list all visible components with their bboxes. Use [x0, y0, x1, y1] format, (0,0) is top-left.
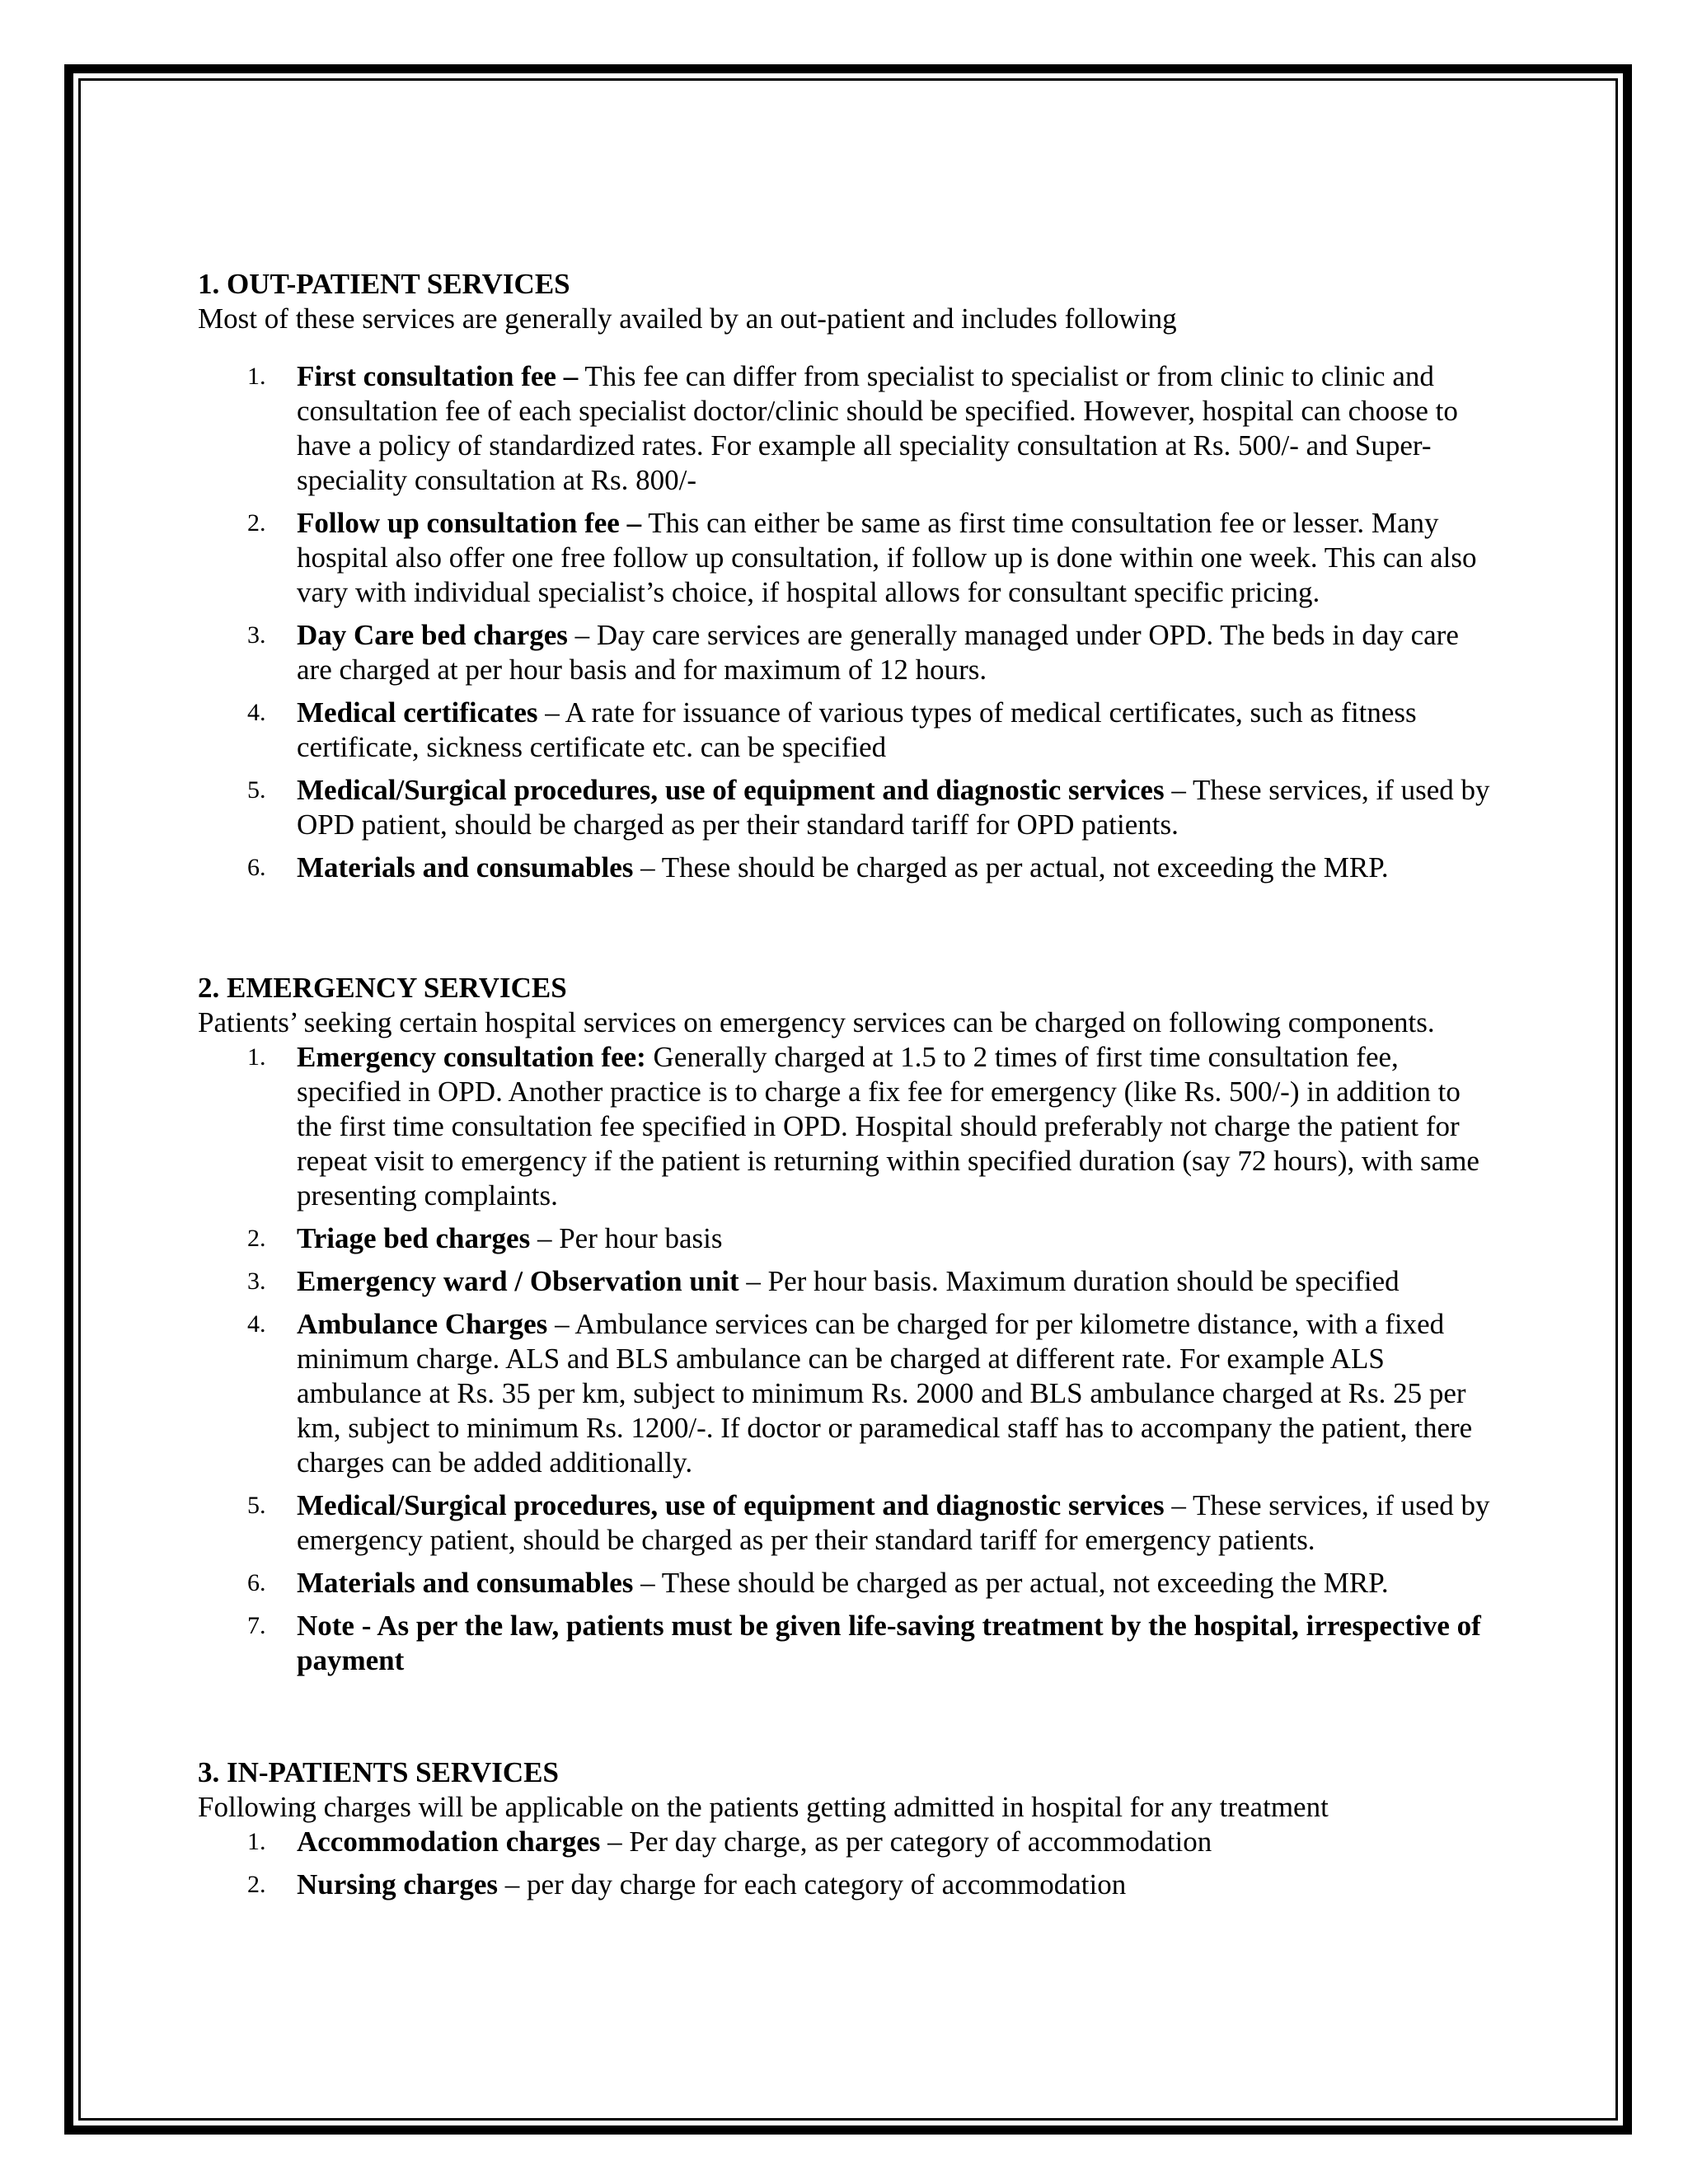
- list-item: [198, 1221, 1500, 1256]
- item-term: Accommodation charges: [297, 1825, 601, 1858]
- item-number: 1.: [247, 1828, 266, 1855]
- section-intro: Most of these services are generally availed by an out-patient and includes following: [198, 302, 1177, 335]
- item-term: Medical certificates: [297, 696, 538, 729]
- item-term: Medical/Surgical procedures, use of equipment and diagnostic services: [297, 1489, 1165, 1521]
- section-intro: Patients’ seeking certain hospital services on emergency services can be charged on following components.: [198, 1006, 1435, 1038]
- list-item: [198, 1566, 1500, 1601]
- item-text: – These should be charged as per actual, not exceeding the MRP.: [633, 1567, 1389, 1599]
- list-item: [198, 1307, 1500, 1480]
- list-item: [198, 1609, 1500, 1678]
- list-item: [198, 506, 1500, 610]
- list-item: [198, 618, 1500, 687]
- item-term: Ambulance Charges: [297, 1308, 548, 1340]
- emergency-list: [198, 1040, 1500, 1678]
- item-text: This fee can differ from specialist to specialist or from clinic to clinic and consultation fee of each specialist doctor/clinic should be specified. However, hospital can choose to have a policy of standardized rates. For example all speciality consultation at Rs. 500/- and Super-speciality consultation at Rs. 800/-: [297, 360, 1458, 496]
- list-item: [198, 1868, 1500, 1902]
- item-text: – These services, if used by OPD patient, should be charged as per their standard tariff for OPD patients.: [297, 774, 1490, 841]
- section-heading: 1. OUT-PATIENT SERVICES: [198, 268, 570, 300]
- item-text: This can either be same as first time consultation fee or lesser. Many hospital also offer one free follow up consultation, if follow up is done within one week. This can also vary with individual specialist’s choice, if hospital allows for consultant specific pricing.: [297, 507, 1477, 608]
- item-number: 4.: [247, 1310, 266, 1338]
- item-text: – A rate for issuance of various types of medical certificates, such as fitness certificate, sickness certificate etc. can be specified: [297, 696, 1417, 763]
- item-term: Triage bed charges: [297, 1222, 531, 1254]
- item-number: 4.: [247, 699, 266, 726]
- item-term: Emergency ward / Observation unit: [297, 1265, 739, 1297]
- item-number: 3.: [247, 621, 266, 649]
- out-patient-list: [198, 359, 1500, 885]
- item-number: 6.: [247, 854, 266, 881]
- item-text: – per day charge for each category of accommodation: [498, 1868, 1127, 1900]
- item-text: – Day care services are generally managed under OPD. The beds in day care are charged at per hour basis and for maximum of 12 hours.: [297, 619, 1459, 686]
- item-text: – These services, if used by emergency patient, should be charged as per their standard tariff for emergency patients.: [297, 1489, 1490, 1556]
- list-item: [198, 1040, 1500, 1213]
- item-number: 1.: [247, 363, 266, 390]
- item-term: Follow up consultation fee –: [297, 507, 642, 539]
- item-number: 5.: [247, 1492, 266, 1519]
- item-number: 2.: [247, 509, 266, 537]
- list-item: [198, 1264, 1500, 1299]
- item-term: Materials and consumables: [297, 1567, 634, 1599]
- section-emergency: [198, 971, 1500, 1678]
- section-heading: 2. EMERGENCY SERVICES: [198, 972, 567, 1004]
- item-term: First consultation fee –: [297, 360, 579, 392]
- legal-note: Note - As per the law, patients must be given life-saving treatment by the hospital, irrespective of payment: [297, 1610, 1481, 1676]
- item-number: 3.: [247, 1268, 266, 1295]
- item-number: 1.: [247, 1043, 266, 1071]
- list-item: [198, 851, 1500, 885]
- section-intro: Following charges will be applicable on the patients getting admitted in hospital for any treatment: [198, 1791, 1329, 1823]
- item-number: 6.: [247, 1569, 266, 1596]
- section-heading: 3. IN-PATIENTS SERVICES: [198, 1756, 559, 1788]
- item-text: – Per day charge, as per category of accommodation: [600, 1825, 1212, 1858]
- item-text: – Ambulance services can be charged for per kilometre distance, with a fixed minimum charge. ALS and BLS ambulance can be charged at different rate. For example ALS ambulance at Rs. 35 per km, subject to minimum Rs. 2000 and BLS ambulance charged at Rs. 25 per km, subject to minimum Rs. 1200/-. If doctor or paramedical staff has to accompany the patient, there charges can be added additionally.: [297, 1308, 1473, 1479]
- item-text: Generally charged at 1.5 to 2 times of first time consultation fee, specified in OPD. Another practice is to charge a fix fee for emergency (like Rs. 500/-) in addition to the first time consultation fee specified in OPD. Hospital should preferably not charge the patient for repeat visit to emergency if the patient is returning within specified duration (say 72 hours), with same presenting complaints.: [297, 1041, 1479, 1212]
- item-term: Day Care bed charges: [297, 619, 568, 651]
- in-patient-list: [198, 1825, 1500, 1902]
- list-item: [198, 773, 1500, 842]
- list-item: [198, 1488, 1500, 1558]
- list-item: [198, 696, 1500, 765]
- item-text: – These should be charged as per actual, not exceeding the MRP.: [633, 851, 1389, 883]
- section-in-patient: [198, 1755, 1500, 1902]
- item-number: 2.: [247, 1225, 266, 1252]
- item-text: – Per hour basis. Maximum duration should be specified: [738, 1265, 1400, 1297]
- list-item: [198, 359, 1500, 498]
- item-number: 2.: [247, 1871, 266, 1898]
- list-item: [198, 1825, 1500, 1859]
- item-number: 5.: [247, 776, 266, 804]
- item-term: Materials and consumables: [297, 851, 634, 883]
- item-term: Emergency consultation fee:: [297, 1041, 646, 1073]
- item-term: Medical/Surgical procedures, use of equipment and diagnostic services: [297, 774, 1165, 806]
- item-text: – Per hour basis: [530, 1222, 723, 1254]
- document-body: [198, 267, 1500, 1910]
- item-number: 7.: [247, 1612, 266, 1639]
- section-out-patient: [198, 267, 1500, 885]
- item-term: Nursing charges: [297, 1868, 499, 1900]
